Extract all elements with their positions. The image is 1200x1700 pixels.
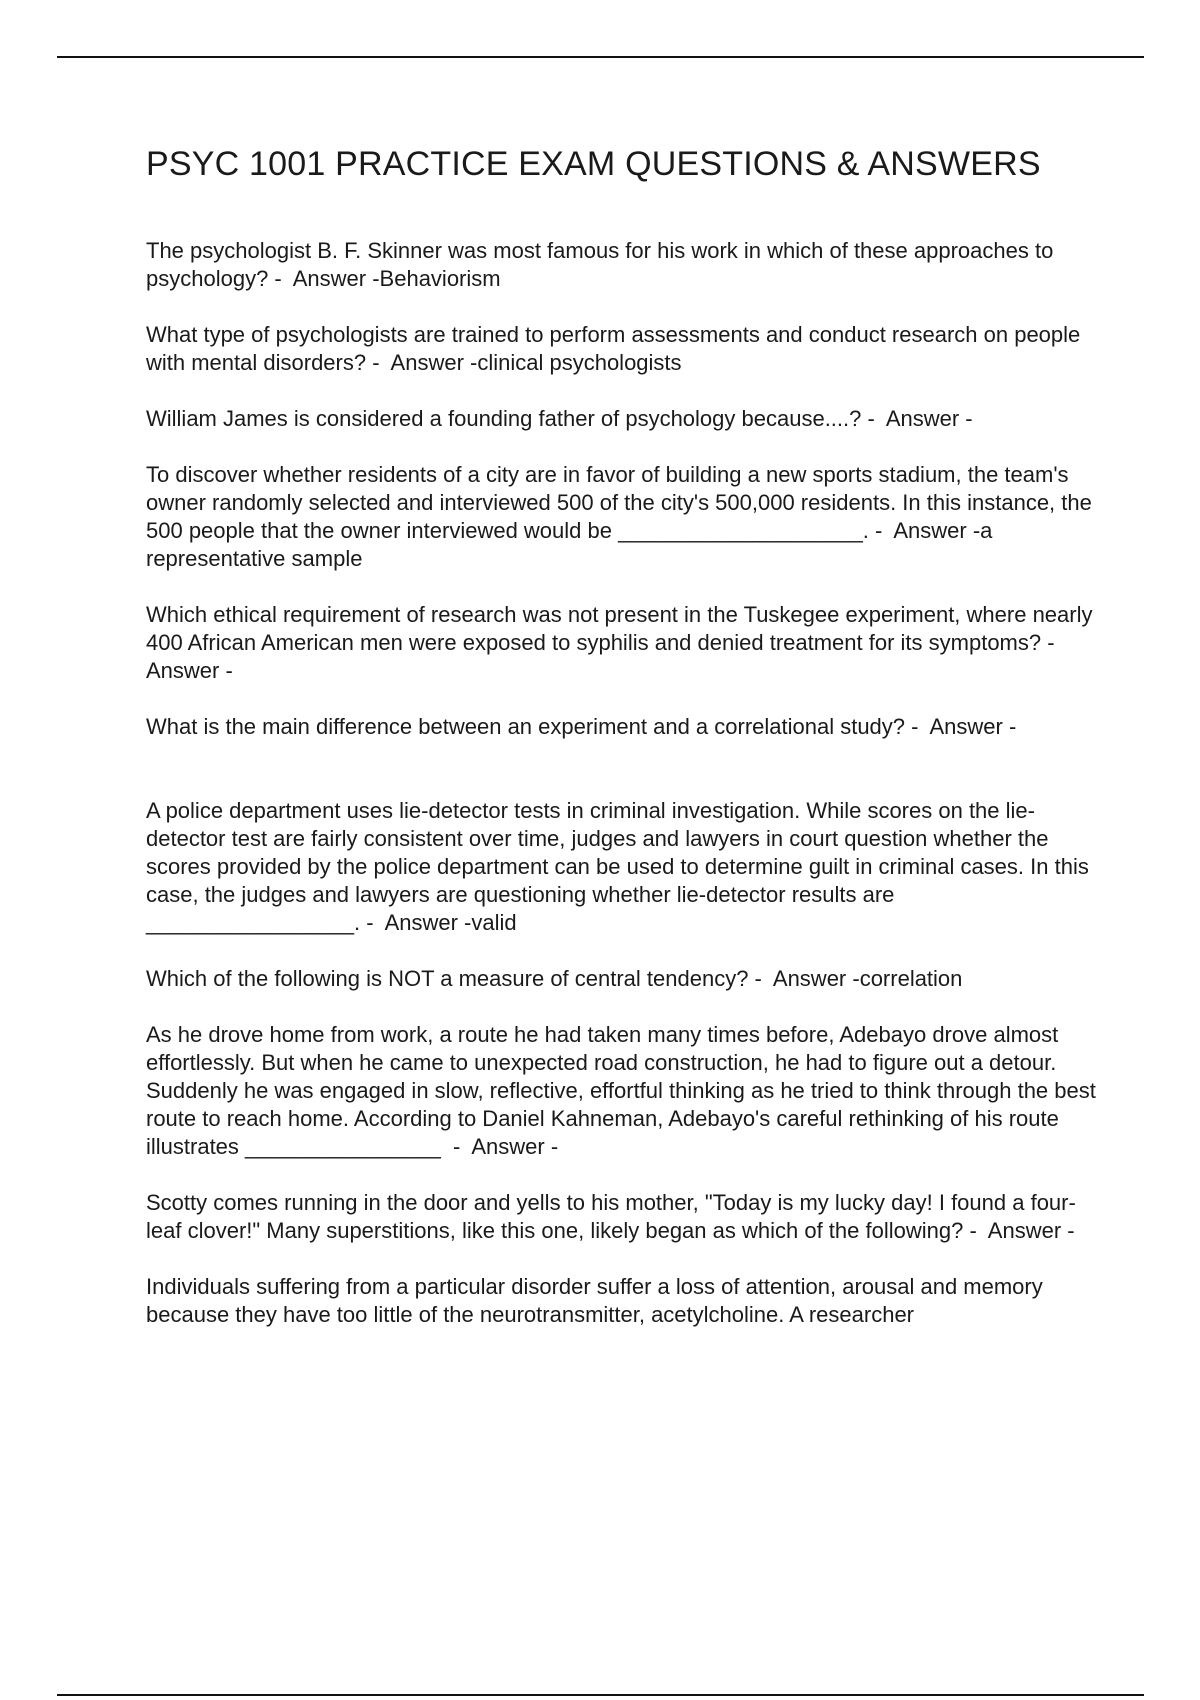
- qa-item: Individuals suffering from a particular disorder suffer a loss of attention, arousal and memory because they have too little of the neurotransmitter, acetylcholine. A researcher: [146, 1274, 1049, 1327]
- bottom-rule: [57, 1694, 1144, 1696]
- qa-item: Scotty comes running in the door and yells to his mother, "Today is my lucky day! I found a four-leaf clover!" Many superstitions, like this one, likely began as which of the following? - Answer -: [146, 1190, 1076, 1243]
- qa-item: What is the main difference between an experiment and a correlational study? - Answer -: [146, 714, 1017, 739]
- qa-item: William James is considered a founding father of psychology because....? - Answer -: [146, 406, 973, 431]
- qa-item: What type of psychologists are trained to perform assessments and conduct research on people with mental disorders? - Answer -clinical psychologists: [146, 322, 1087, 375]
- qa-item: Which of the following is NOT a measure of central tendency? - Answer -correlation: [146, 966, 963, 991]
- document-body: [146, 144, 1102, 1357]
- qa-item: A police department uses lie-detector tests in criminal investigation. While scores on the lie-detector test are fairly consistent over time, judges and lawyers in court question whether the scores provided by the police department can be used to determine guilt in criminal cases. In this case, the judges and lawyers are questioning whether lie-detector results are _________________. - Answer -valid: [146, 798, 1095, 935]
- top-rule: [57, 56, 1144, 58]
- qa-item: As he drove home from work, a route he had taken many times before, Adebayo drove almost effortlessly. But when he came to unexpected road construction, he had to figure out a detour. Suddenly he was engaged in slow, reflective, effortful thinking as he tried to think through the best route to reach home. According to Daniel Kahneman, Adebayo's careful rethinking of his route illustrates ________________ - Answer -: [146, 1022, 1102, 1159]
- page-title: PSYC 1001 PRACTICE EXAM QUESTIONS & ANSWERS: [146, 145, 1041, 183]
- qa-item: The psychologist B. F. Skinner was most famous for his work in which of these approaches to psychology? - Answer -Behaviorism: [146, 238, 1060, 291]
- qa-item: Which ethical requirement of research was not present in the Tuskegee experiment, where nearly 400 African American men were exposed to syphilis and denied treatment for its symptoms? - Answer -: [146, 602, 1099, 683]
- qa-item: To discover whether residents of a city are in favor of building a new sports stadium, the team's owner randomly selected and interviewed 500 of the city's 500,000 residents. In this instance, the 500 people that the owner interviewed would be ____________________. - Answer -a representative sample: [146, 462, 1098, 571]
